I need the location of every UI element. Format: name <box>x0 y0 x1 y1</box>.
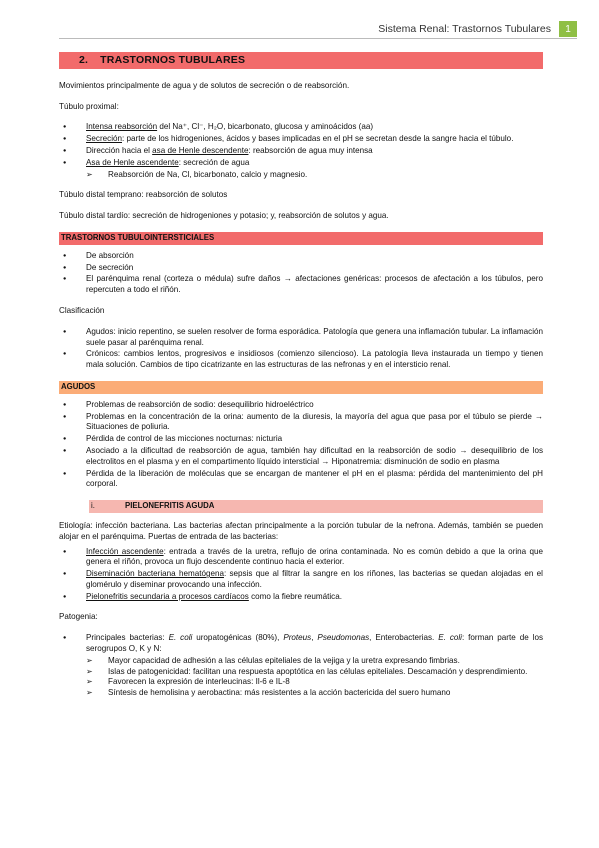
list-item: ● Principales bacterias: E. coli uropatogénicas (80%), Proteus, Pseudomonas, Enterobacterias. E. coli: forman parte de los serogrupos O, K y N: ➢ Mayor capacidad de adhesión a las células epiteliales de la vejiga y la uretra expresando fimbrias. ➢ Islas de patogenicidad: facilitan una respuesta apoptótica en las células epiteliales. Descamación y desprendimiento. ➢ Favorecen la expresión de interleucinas: Il-6 e IL-8 ➢ Síntesis de hemolisina y aerobactina: más resistentes a la acción bactericida del suero humano <box>59 633 543 699</box>
pielonefritis-heading <box>89 500 543 513</box>
intro-paragraph: Movimientos principalmente de agua y de solutos de secreción o de reabsorción. <box>59 80 350 90</box>
header-divider <box>59 38 577 39</box>
list-item: ● Problemas de reabsorción de sodio: desequilibrio hidroeléctrico <box>59 400 543 411</box>
list-item: ● Diseminación bacteriana hematógena: sepsis que al filtrar la sangre en los riñones, las bacterias se quedan alojadas en el glomérulo y diseminar provocando una infección. <box>59 569 543 591</box>
list-item: ● Intensa reabsorción del Na⁺, Cl⁻, H₂O, bicarbonato, glucosa y aminoácidos (aa) <box>59 122 543 133</box>
list-item: ● Dirección hacia el asa de Henle descendente: reabsorción de agua muy intensa <box>59 146 543 157</box>
sub-list <box>86 656 543 699</box>
sub-list <box>86 170 543 181</box>
list-item: ● Pérdida de la liberación de moléculas que se encargan de mantener el pH en el plasma: pérdida del mantenimiento del pH corporal. <box>59 469 543 491</box>
patogenia-list <box>59 633 543 699</box>
sub-list-item: ➢ Síntesis de hemolisina y aerobactina: más resistentes a la acción bactericida del suero humano <box>86 688 543 699</box>
page-body <box>59 52 543 709</box>
distal-late-paragraph: Túbulo distal tardío: secreción de hidrogeniones y potasio; y, reabsorción de solutos y agua. <box>59 211 389 221</box>
list-item: ● Pérdida de control de las micciones nocturnas: nicturia <box>59 434 543 445</box>
tubulointersticiales-list <box>59 251 543 296</box>
list-item: ● Secreción: parte de los hidrogeniones, ácidos y bases implicadas en el pH se secretan desde la sangre hacia el túbulo. <box>59 134 543 145</box>
tubulointersticiales-heading: TRASTORNOS TUBULOINTERSTICIALES <box>59 232 543 245</box>
list-item: ● De secreción <box>59 263 543 274</box>
list-item: ● Pielonefritis secundaria a procesos cardíacos como la fiebre reumática. <box>59 592 543 603</box>
list-item: ● Agudos: inicio repentino, se suelen resolver de forma esporádica. Patología que genera una inflamación tubular. La inflamación suele pasar al parénquima renal. <box>59 327 543 349</box>
list-item: ● Problemas en la concentración de la orina: aumento de la diuresis, la mayoría del agua que pasa por el túbulo se pierde → Situaciones de poliuria. <box>59 412 543 434</box>
agudos-list <box>59 400 543 490</box>
document-title: Sistema Renal: Trastornos Tubulares <box>378 23 551 35</box>
clasificacion-list <box>59 327 543 371</box>
sub-list-item: ➢ Mayor capacidad de adhesión a las células epiteliales de la vejiga y la uretra expresando fimbrias. <box>86 656 543 667</box>
clasificacion-heading: Clasificación <box>59 305 105 315</box>
etiologia-paragraph: Etiología: infección bacteriana. Las bacterias afectan principalmente a la porción tubular de la nefrona. Además, también se pueden alojar en el parénquima. Puertas de entrada de las bacterias: <box>59 520 543 541</box>
proximal-list <box>59 122 543 180</box>
agudos-heading: AGUDOS <box>59 381 543 394</box>
pielonefritis-list <box>59 547 543 603</box>
sub-list-item: ➢ Islas de patogenicidad: facilitan una respuesta apoptótica en las células epiteliales. Descamación y desprendimiento. <box>86 667 543 678</box>
roman-numeral: i. <box>91 501 95 511</box>
list-item: ● Asa de Henle ascendente: secreción de agua ➢ Reabsorción de Na, Cl, bicarbonato, calcio y magnesio. <box>59 158 543 181</box>
distal-early-paragraph: Túbulo distal temprano: reabsorción de solutos <box>59 190 228 200</box>
list-item: ● El parénquima renal (corteza o médula) sufre daños → afectaciones genéricas: procesos de afectación a los túbulos, pero repercuten a todo el riñón. <box>59 274 543 296</box>
page-header <box>378 21 577 37</box>
page-number-badge: 1 <box>559 21 577 37</box>
list-item: ● De absorción <box>59 251 543 262</box>
section-title <box>59 52 543 69</box>
sub-list-item: ➢ Favorecen la expresión de interleucinas: Il-6 e IL-8 <box>86 677 543 688</box>
section-number: 2. <box>79 54 89 66</box>
list-item: ● Crónicos: cambios lentos, progresivos e insidiosos (comienzo silencioso). La patología lleva instaurada un tiempo y tienen mala solución. Cambios de tipo cicatrizante en las estructuras de las nefronas y en el intersticio renal. <box>59 349 543 371</box>
section-title-text: TRASTORNOS TUBULARES <box>100 54 246 66</box>
sub-list-item: ➢ Reabsorción de Na, Cl, bicarbonato, calcio y magnesio. <box>86 170 543 181</box>
proximal-heading: Túbulo proximal: <box>59 101 119 111</box>
pielonefritis-heading-text: PIELONEFRITIS AGUDA <box>125 501 215 511</box>
list-item: ● Asociado a la dificultad de reabsorción de agua, también hay dificultad en la reabsorción de sodio → desequilibrio de los electrolitos en el plasma y en el compartimento líquido intersticial → Hiponatremia: disminución de sodio en plasma <box>59 446 543 468</box>
patogenia-heading: Patogenia: <box>59 612 98 622</box>
list-item: ● Infección ascendente: entrada a través de la uretra, reflujo de orina contaminada. No es común debido a que la orina que genera el riñón, provoca un flujo descendente continuo hacia el exterior. <box>59 547 543 569</box>
